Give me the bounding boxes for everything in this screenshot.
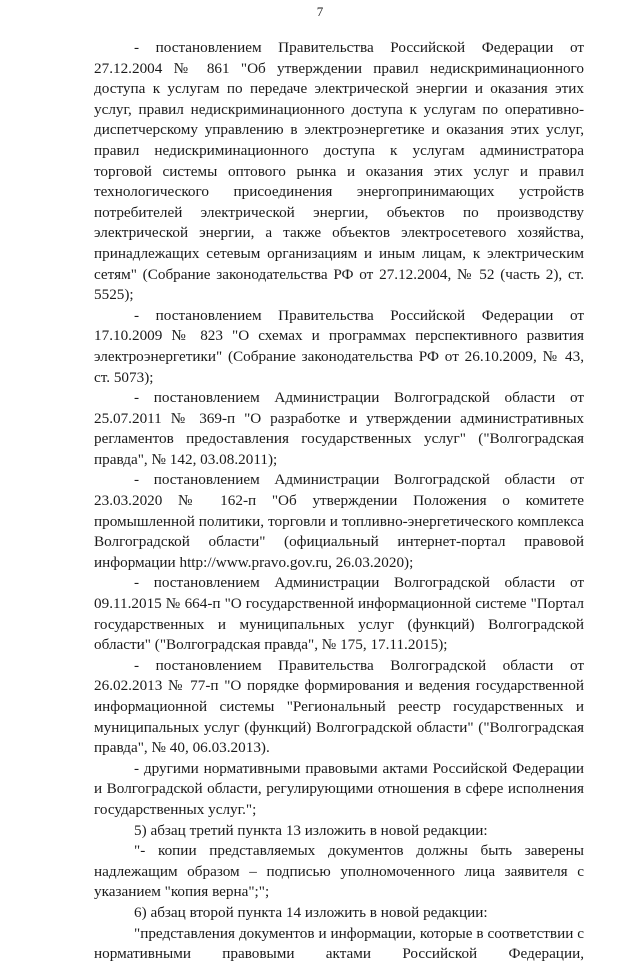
paragraph-item-5: 5) абзац третий пункта 13 изложить в новой редакции: <box>134 821 488 839</box>
paragraph-decree-369p: - постановлением Администрации Волгоградской области от 25.07.2011 № 369-п "О разработке и утверждении административных регламентов предоставления государственных услуг" ("Волгоградская правда", № 142, 03.08.2011); <box>94 389 584 468</box>
paragraph-decree-664p: - постановлением Администрации Волгоградской области от 09.11.2015 № 664-п "О государственной информационной системе "Портал государственных и муниципальных услуг (функций) Волгоградской области" ("Волгоградская правда", № 175, 17.11.2015); <box>94 574 584 654</box>
document-body <box>94 38 584 965</box>
paragraph-representation: "представления документов и информации, которые в соответствии с нормативными правовыми актами Российской Федерации, <box>94 924 584 963</box>
paragraph-decree-823: - постановлением Правительства Российской Федерации от 17.10.2009 № 823 "О схемах и программах перспективного развития электроэнергетики" (Собрание законодательства РФ от 26.10.2009, № 43, ст. 5073); <box>94 306 584 386</box>
paragraph-decree-162p: - постановлением Администрации Волгоградской области от 23.03.2020 № 162-п "Об утверждении Положения о комитете промышленной политики, торговли и топливно-энергетического комплекса Волгоградской области" (официальный интернет-портал правовой информации http://www.pravo.gov.ru, 26.03.2020); <box>94 471 584 571</box>
paragraph-decree-77p: - постановлением Правительства Волгоградской области от 26.02.2013 № 77-п "О порядке формирования и ведения государственной информационной системы "Региональный реестр государственных и муниципальных услуг (функций) Волгоградской области" ("Волгоградская правда", № 40, 06.03.2013). <box>94 656 584 757</box>
paragraph-item-6: 6) абзац второй пункта 14 изложить в новой редакции: <box>134 903 488 921</box>
paragraph-copies: "- копии представляемых документов должны быть заверены надлежащим образом – подписью уполномоченного лица заявителя с указанием "копия верна";"; <box>94 842 584 901</box>
paragraph-other-acts: - другими нормативными правовыми актами Российской Федерации и Волгоградской области, регулирующими отношения в сфере исполнения государственных услуг."; <box>94 759 584 818</box>
paragraph-decree-861: - постановлением Правительства Российской Федерации от 27.12.2004 № 861 "Об утверждении правил недискриминационного доступа к услугам по передаче электрической энергии и оказания этих услуг, правил недискриминационного доступа к услугам по оперативно-диспетчерскому управлению в электроэнергетике и оказания этих услуг, правил недискриминационного доступа к услугам администратора торговой системы оптового рынка и оказания этих услуг и правил технологического присоединения энергопринимающих устройств потребителей электрической энергии, объектов по производству электрической энергии, а также объектов электросетевого хозяйства, принадлежащих сетевым организациям и иным лицам, к электрическим сетям" (Собрание законодательства РФ от 27.12.2004, № 52 (часть 2), ст. 5525); <box>94 39 584 304</box>
page-number: 7 <box>316 4 324 19</box>
